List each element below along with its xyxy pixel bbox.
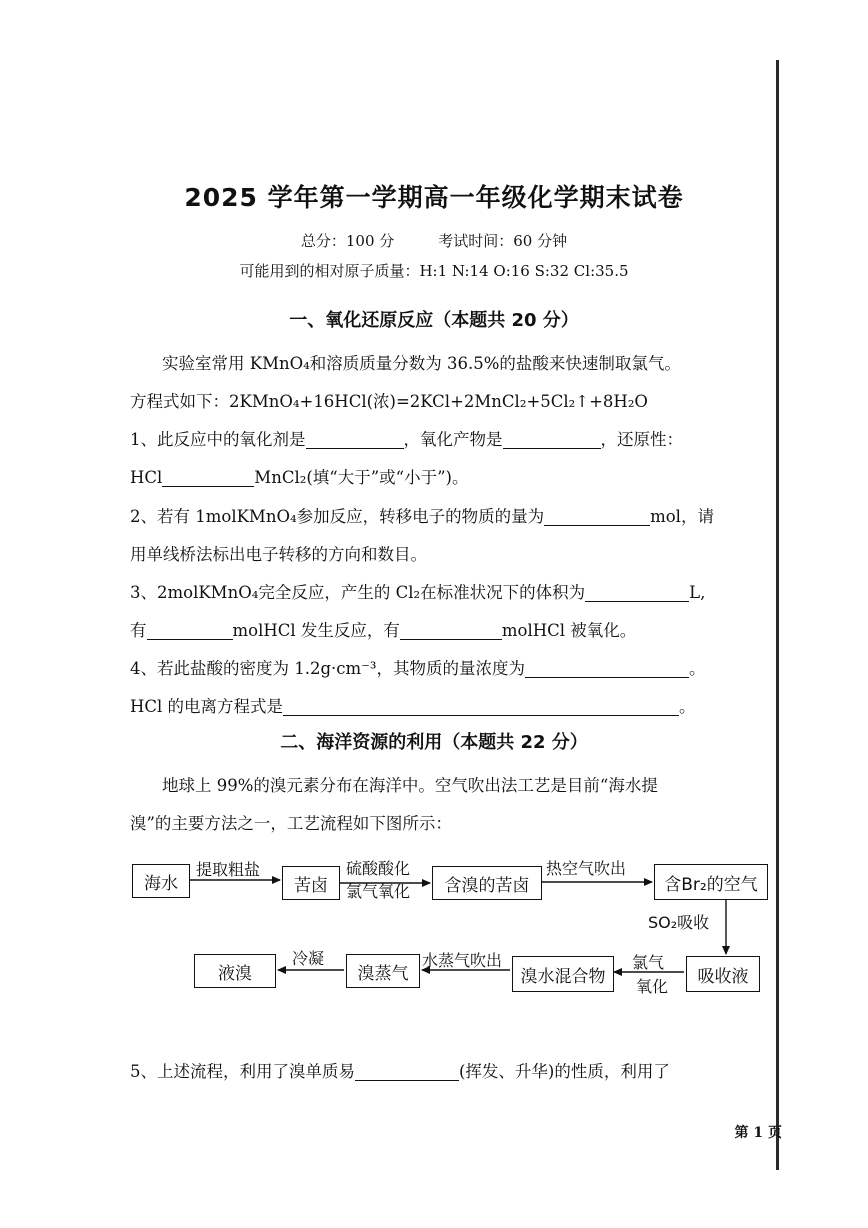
label-chlorine-oxidize: 氯气氧化 xyxy=(346,882,411,901)
section-1-intro-1: 实验室常用 KMnO₄和溶质质量分数为 36.5%的盐酸来快速制取氯气。 xyxy=(162,354,681,373)
q3-text-e: molHCl 被氧化。 xyxy=(501,621,637,640)
exam-time: 考试时间：60 分钟 xyxy=(438,232,568,250)
q2-text-a: 2、若有 1molKMnO₄参加反应，转移电子的物质的量为 xyxy=(130,507,545,526)
q3-text-c: 有 xyxy=(130,621,147,640)
q3-text-b: L, xyxy=(689,583,706,602)
q4-text-a: 4、若此盐酸的密度为 1.2g·cm⁻³，其物质的量浓度为 xyxy=(130,659,526,678)
label-steam-blow: 水蒸气吹出 xyxy=(422,951,503,970)
q5-blank-property[interactable] xyxy=(355,1062,459,1081)
label-so2-absorb: SO₂吸收 xyxy=(648,913,710,932)
exam-title: 2025 学年第一学期高一年级化学期末试卷 xyxy=(184,183,684,212)
box-liquid-bromine: 液溴 xyxy=(194,954,276,988)
q1-text-b: ，氧化产物是 xyxy=(403,430,503,449)
q1-text-d: HCl xyxy=(130,468,163,487)
q1-text-a: 1、此反应中的氧化剂是 xyxy=(130,430,306,449)
label-condense: 冷凝 xyxy=(292,949,325,968)
section-2-intro-1: 地球上 99%的溴元素分布在海洋中。空气吹出法工艺是目前“海水提 xyxy=(162,776,658,795)
box-bromine-water-mixture: 溴水混合物 xyxy=(512,956,614,992)
label-hot-air-blow: 热空气吹出 xyxy=(546,859,627,878)
box-absorption-liquid: 吸收液 xyxy=(686,956,760,992)
q4-text-d: 。 xyxy=(679,697,696,716)
q5-text-b: (挥发、升华)的性质，利用了 xyxy=(459,1062,670,1081)
box-bromine-vapor: 溴蒸气 xyxy=(346,954,420,988)
box-seawater: 海水 xyxy=(132,864,190,898)
label-acidify: 硫酸酸化 xyxy=(346,859,411,878)
q3-text-a: 3、2molKMnO₄完全反应，产生的 Cl₂在标准状况下的体积为 xyxy=(130,583,586,602)
question-2-line-2: 用单线桥法标出电子转移的方向和数目。 xyxy=(130,545,427,564)
q1-text-e: MnCl₂(填“大于”或“小于”)。 xyxy=(254,468,469,487)
label-extract-salt: 提取粗盐 xyxy=(196,860,261,879)
atomic-masses: 可能用到的相对原子质量：H:1 N:14 O:16 S:32 Cl:35.5 xyxy=(239,262,629,280)
q4-text-c: HCl 的电离方程式是 xyxy=(130,697,284,716)
question-5-line-1 xyxy=(130,1058,670,1082)
q3-text-d: molHCl 发生反应，有 xyxy=(232,621,400,640)
box-bittern: 苦卤 xyxy=(282,866,340,900)
section-2-heading: 二、海洋资源的利用（本题共 22 分） xyxy=(280,732,588,753)
total-score: 总分：100 分 xyxy=(300,232,395,250)
label-oxidize: 氧化 xyxy=(636,977,669,996)
label-chlorine: 氯气 xyxy=(632,953,665,972)
section-1-equation: 方程式如下：2KMnO₄+16HCl(浓)=2KCl+2MnCl₂+5Cl₂↑+8H₂O xyxy=(130,392,648,411)
section-1-heading: 一、氧化还原反应（本题共 20 分） xyxy=(289,310,579,331)
box-bromine-air: 含Br₂的空气 xyxy=(654,864,768,900)
q4-text-b: 。 xyxy=(689,659,706,678)
q2-text-b: mol，请 xyxy=(650,507,714,526)
q5-text-a: 5、上述流程，利用了溴单质易 xyxy=(130,1062,355,1081)
box-bromine-bittern: 含溴的苦卤 xyxy=(432,866,542,900)
q1-text-c: ，还原性： xyxy=(600,430,683,449)
section-2-intro-2: 溴”的主要方法之一，工艺流程如下图所示： xyxy=(130,814,452,833)
page-number: 第 1 页 xyxy=(734,1125,782,1141)
